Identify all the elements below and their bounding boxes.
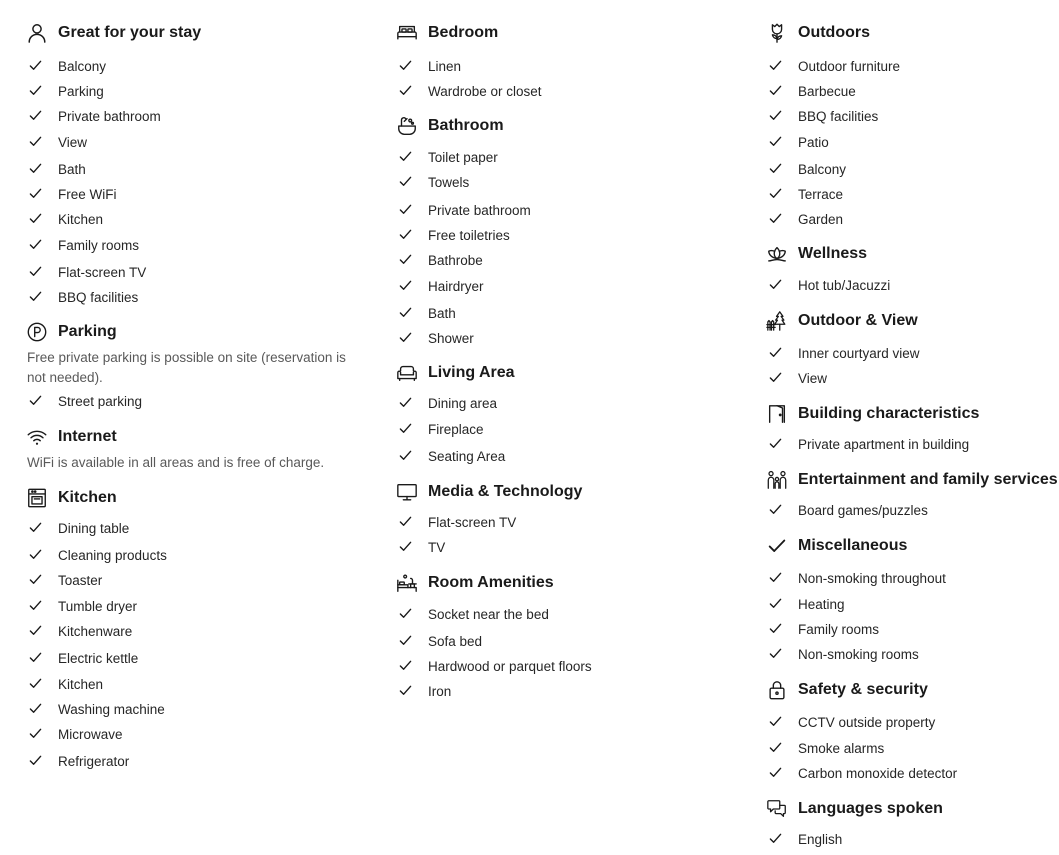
checkmark-icon [769, 84, 782, 97]
item-label: BBQ facilities [58, 290, 139, 305]
list-item [0, 108, 370, 128]
section-title: Bedroom [428, 24, 499, 41]
checkmark-icon [29, 162, 42, 175]
list-item [0, 289, 370, 309]
item-label: Balcony [58, 59, 107, 74]
checkmark-icon [399, 607, 412, 620]
item-label: Shower [428, 331, 474, 346]
checkmark-icon [399, 150, 412, 163]
item-label: Seating Area [428, 449, 506, 464]
list-item [740, 345, 1059, 365]
section-title: Wellness [798, 245, 868, 262]
item-label: Sofa bed [428, 634, 483, 649]
list-item [370, 633, 740, 653]
checkmark-icon [29, 754, 42, 767]
item-label: Cleaning products [58, 548, 167, 563]
list-item [0, 598, 370, 618]
checkmark-icon [399, 449, 412, 462]
checkmark-icon [29, 84, 42, 97]
door-icon [766, 403, 788, 425]
item-label: Barbecue [798, 84, 856, 99]
checkmark-icon [399, 203, 412, 216]
item-label: Toaster [58, 573, 103, 588]
item-label: Hot tub/Jacuzzi [798, 278, 891, 293]
flower-icon [766, 22, 788, 44]
list-item [0, 753, 370, 773]
item-label: Washing machine [58, 702, 165, 717]
item-label: Non-smoking throughout [798, 571, 946, 586]
item-label: Family rooms [58, 238, 140, 253]
checkmark-icon [29, 109, 42, 122]
checkmark-icon [29, 521, 42, 534]
list-item [0, 393, 370, 413]
lock-icon [766, 679, 788, 701]
list-item [0, 186, 370, 206]
item-label: Private bathroom [58, 109, 161, 124]
item-label: Dining table [58, 521, 130, 536]
item-label: Hardwood or parquet floors [428, 659, 592, 674]
section-header [740, 243, 1059, 267]
item-label: Private bathroom [428, 203, 531, 218]
item-label: Tumble dryer [58, 599, 138, 614]
checkmark-icon [769, 571, 782, 584]
section-title: Internet [58, 428, 117, 445]
sofa-icon [396, 362, 418, 384]
list-item [740, 740, 1059, 760]
list-item [370, 174, 740, 194]
list-item [370, 514, 740, 534]
list-item [370, 278, 740, 298]
checkmark-icon [769, 162, 782, 175]
checkmark-icon [399, 684, 412, 697]
section-header [370, 572, 740, 596]
list-item [0, 650, 370, 670]
section-header [370, 115, 740, 139]
section-header [370, 481, 740, 505]
section-title: Living Area [428, 364, 515, 381]
list-item [740, 211, 1059, 231]
checkmark-icon [769, 346, 782, 359]
checkmark-icon [399, 634, 412, 647]
list-item [370, 539, 740, 559]
list-item [370, 421, 740, 441]
checkmark-icon [399, 659, 412, 672]
section-title: Parking [58, 323, 117, 340]
section-header [0, 487, 370, 511]
checkmark-icon [769, 371, 782, 384]
list-item [0, 237, 370, 257]
item-label: Wardrobe or closet [428, 84, 542, 99]
item-label: Flat-screen TV [58, 265, 147, 280]
checkmark-icon [29, 727, 42, 740]
checkmark-icon [399, 84, 412, 97]
list-item [740, 596, 1059, 616]
item-label: Refrigerator [58, 754, 130, 769]
list-item [0, 623, 370, 643]
parking-icon [26, 321, 48, 343]
item-label: Free WiFi [58, 187, 117, 202]
item-label: CCTV outside property [798, 715, 936, 730]
checkmark-icon [399, 540, 412, 553]
section-header [740, 679, 1059, 703]
item-label: BBQ facilities [798, 109, 879, 124]
checkmark-icon [29, 212, 42, 225]
bed-icon [396, 22, 418, 44]
checkmark-icon [29, 394, 42, 407]
item-label: Fireplace [428, 422, 484, 437]
checkmark-icon [769, 437, 782, 450]
lotus-icon [766, 243, 788, 265]
item-label: Smoke alarms [798, 741, 885, 756]
list-item [0, 547, 370, 567]
item-label: Terrace [798, 187, 844, 202]
item-label: Patio [798, 135, 829, 150]
list-item [370, 448, 740, 468]
section-header [370, 22, 740, 46]
section-description: WiFi is available in all areas and is free of charge. [27, 455, 325, 470]
checkmark-icon [399, 515, 412, 528]
item-label: Toilet paper [428, 150, 498, 165]
item-label: Kitchenware [58, 624, 133, 639]
item-label: Hairdryer [428, 279, 484, 294]
item-label: Parking [58, 84, 104, 99]
checkmark-icon [769, 109, 782, 122]
checkmark-icon [769, 187, 782, 200]
item-label: Dining area [428, 396, 498, 411]
item-label: Bath [428, 306, 456, 321]
checkmark-icon [29, 651, 42, 664]
checkmark-icon [399, 59, 412, 72]
checkmark-icon [399, 422, 412, 435]
item-label: View [58, 135, 88, 150]
speech-bubbles-icon [766, 798, 788, 820]
thumbs-up-icon [26, 22, 48, 44]
list-item [740, 714, 1059, 734]
checkmark-icon [29, 624, 42, 637]
list-item [370, 202, 740, 222]
list-item [740, 186, 1059, 206]
section-title: Kitchen [58, 489, 117, 506]
checkmark-icon [29, 548, 42, 561]
list-item [370, 606, 740, 626]
section-title: Media & Technology [428, 483, 583, 500]
item-label: Heating [798, 597, 845, 612]
checkmark-icon [769, 59, 782, 72]
section-header [740, 469, 1059, 493]
list-item [740, 83, 1059, 103]
checkmark-icon [769, 622, 782, 635]
list-item [370, 83, 740, 103]
section-header [740, 798, 1059, 822]
list-item [0, 520, 370, 540]
item-label: Inner courtyard view [798, 346, 920, 361]
checkmark-icon [29, 135, 42, 148]
section-title: Languages spoken [798, 800, 943, 817]
check-icon [766, 535, 788, 557]
list-item [0, 83, 370, 103]
list-item [740, 646, 1059, 666]
wifi-icon [26, 426, 48, 448]
item-label: Non-smoking rooms [798, 647, 919, 662]
section-title: Outdoor & View [798, 312, 918, 329]
section-title: Entertainment and family services [798, 471, 1058, 488]
checkmark-icon [769, 503, 782, 516]
section-title: Outdoors [798, 24, 870, 41]
section-header [740, 535, 1059, 559]
section-header [0, 321, 370, 345]
item-label: Garden [798, 212, 844, 227]
checkmark-icon [29, 702, 42, 715]
checkmark-icon [29, 677, 42, 690]
list-item [740, 108, 1059, 128]
checkmark-icon [399, 175, 412, 188]
checkmark-icon [399, 228, 412, 241]
list-item [740, 161, 1059, 181]
list-item [740, 134, 1059, 154]
checkmark-icon [399, 253, 412, 266]
list-item [740, 570, 1059, 590]
checkmark-icon [29, 59, 42, 72]
checkmark-icon [769, 135, 782, 148]
checkmark-icon [769, 715, 782, 728]
list-item [740, 502, 1059, 522]
item-label: Electric kettle [58, 651, 139, 666]
list-item [370, 658, 740, 678]
item-label: View [798, 371, 828, 386]
tree-fence-icon [766, 310, 788, 332]
section-title: Building characteristics [798, 405, 980, 422]
list-item [740, 370, 1059, 390]
checkmark-icon [769, 597, 782, 610]
list-item [0, 264, 370, 284]
checkmark-icon [29, 187, 42, 200]
checkmark-icon [399, 396, 412, 409]
item-label: TV [428, 540, 446, 555]
item-label: Board games/puzzles [798, 503, 928, 518]
section-header [740, 403, 1059, 427]
list-item [370, 58, 740, 78]
list-item [0, 161, 370, 181]
item-label: Linen [428, 59, 462, 74]
list-item [0, 701, 370, 721]
item-label: Socket near the bed [428, 607, 549, 622]
section-header [0, 426, 370, 450]
item-label: Balcony [798, 162, 847, 177]
list-item [740, 58, 1059, 78]
checkmark-icon [29, 290, 42, 303]
list-item [370, 395, 740, 415]
list-item [370, 330, 740, 350]
list-item [370, 252, 740, 272]
item-label: English [798, 832, 843, 847]
checkmark-icon [769, 212, 782, 225]
checkmark-icon [399, 331, 412, 344]
section-header [370, 362, 740, 386]
list-item [740, 765, 1059, 785]
list-item [740, 831, 1059, 851]
section-header [740, 310, 1059, 334]
checkmark-icon [29, 265, 42, 278]
item-label: Private apartment in building [798, 437, 970, 452]
item-label: Family rooms [798, 622, 880, 637]
checkmark-icon [29, 238, 42, 251]
item-label: Free toiletries [428, 228, 510, 243]
checkmark-icon [769, 647, 782, 660]
section-header [740, 22, 1059, 46]
item-label: Outdoor furniture [798, 59, 901, 74]
item-label: Flat-screen TV [428, 515, 517, 530]
checkmark-icon [769, 766, 782, 779]
item-label: Street parking [58, 394, 143, 409]
checkmark-icon [29, 573, 42, 586]
list-item [740, 277, 1059, 297]
item-label: Iron [428, 684, 452, 699]
checkmark-icon [769, 278, 782, 291]
checkmark-icon [29, 599, 42, 612]
checkmark-icon [399, 279, 412, 292]
room-amenities-icon [396, 572, 418, 594]
list-item [0, 211, 370, 231]
oven-icon [26, 487, 48, 509]
item-label: Towels [428, 175, 470, 190]
list-item [0, 676, 370, 696]
item-label: Bathrobe [428, 253, 483, 268]
section-title: Bathroom [428, 117, 504, 134]
checkmark-icon [769, 832, 782, 845]
list-item [0, 134, 370, 154]
monitor-icon [396, 481, 418, 503]
section-title: Great for your stay [58, 24, 202, 41]
section-header [0, 22, 370, 46]
list-item [370, 305, 740, 325]
section-title: Room Amenities [428, 574, 554, 591]
list-item [370, 227, 740, 247]
item-label: Bath [58, 162, 86, 177]
item-label: Kitchen [58, 212, 104, 227]
section-title: Miscellaneous [798, 537, 908, 554]
checkmark-icon [399, 306, 412, 319]
list-item [0, 572, 370, 592]
list-item [740, 436, 1059, 456]
section-title: Safety & security [798, 681, 928, 698]
section-description: Free private parking is possible on site (reservation is not needed). [27, 350, 346, 385]
list-item [0, 58, 370, 78]
item-label: Kitchen [58, 677, 104, 692]
list-item [0, 726, 370, 746]
list-item [370, 149, 740, 169]
list-item [740, 621, 1059, 641]
checkmark-icon [769, 741, 782, 754]
item-label: Microwave [58, 727, 123, 742]
family-icon [766, 469, 788, 491]
item-label: Carbon monoxide detector [798, 766, 958, 781]
bath-icon [396, 115, 418, 137]
list-item [370, 683, 740, 703]
